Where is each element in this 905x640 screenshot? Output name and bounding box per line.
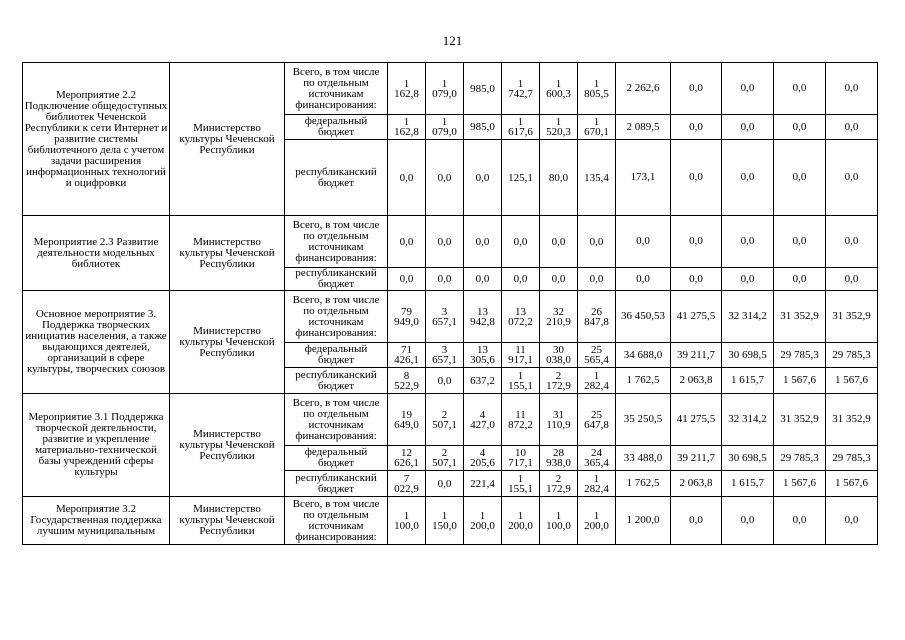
future-year-value-cell: 0,0 (774, 216, 826, 268)
year-value-cell: 1 079,0 (426, 63, 464, 115)
future-year-value-cell: 30 698,5 (722, 343, 774, 368)
funding-source-cell: Всего, в том числе по отдельным источникам финансирования: (285, 497, 388, 545)
year-value-cell: 71 426,1 (388, 343, 426, 368)
year-value-cell: 1 100,0 (540, 497, 578, 545)
future-year-value-cell: 32 314,2 (722, 291, 774, 343)
event-name-cell: Мероприятие 3.1 Поддержка творческой деятельности, развитие и укрепление материально-технической базы учреждений сферы культуры (23, 394, 170, 497)
year-value-cell: 0,0 (464, 268, 502, 291)
year-value-cell: 1 150,0 (426, 497, 464, 545)
year-value-cell: 1 742,7 (502, 63, 540, 115)
year-value-cell: 0,0 (426, 368, 464, 394)
future-year-value-cell: 2 063,8 (671, 368, 722, 394)
year-value-cell: 0,0 (578, 268, 616, 291)
future-year-value-cell: 32 314,2 (722, 394, 774, 446)
year-value-cell: 985,0 (464, 63, 502, 115)
future-year-value-cell: 0,0 (671, 216, 722, 268)
organization-cell: Министерство культуры Чеченской Республики (170, 291, 285, 394)
future-year-value-cell: 0,0 (671, 140, 722, 216)
year-value-cell: 1 100,0 (388, 497, 426, 545)
year-value-cell: 1 805,5 (578, 63, 616, 115)
year-value-cell: 4 205,6 (464, 446, 502, 471)
total-value-cell: 33 488,0 (616, 446, 671, 471)
year-value-cell: 2 172,9 (540, 471, 578, 497)
year-value-cell: 2 172,9 (540, 368, 578, 394)
year-value-cell: 13 072,2 (502, 291, 540, 343)
future-year-value-cell: 0,0 (671, 63, 722, 115)
future-year-value-cell: 0,0 (826, 140, 878, 216)
future-year-value-cell: 39 211,7 (671, 343, 722, 368)
year-value-cell: 32 210,9 (540, 291, 578, 343)
future-year-value-cell: 30 698,5 (722, 446, 774, 471)
organization-cell: Министерство культуры Чеченской Республики (170, 216, 285, 291)
year-value-cell: 19 649,0 (388, 394, 426, 446)
year-value-cell: 11 917,1 (502, 343, 540, 368)
funding-source-cell: республиканский бюджет (285, 368, 388, 394)
future-year-value-cell: 0,0 (774, 497, 826, 545)
future-year-value-cell: 0,0 (774, 140, 826, 216)
table-row (23, 497, 878, 545)
year-value-cell: 0,0 (426, 471, 464, 497)
year-value-cell: 1 520,3 (540, 115, 578, 140)
future-year-value-cell: 29 785,3 (774, 446, 826, 471)
future-year-value-cell: 0,0 (774, 115, 826, 140)
event-name-cell: Мероприятие 2.2 Подключение общедоступных библиотек Чеченской Республики к сети Интернет и развитие системы библиотечного дела с учетом задачи расширения информационных технологий и оцифровки (23, 63, 170, 216)
total-value-cell: 173,1 (616, 140, 671, 216)
year-value-cell: 125,1 (502, 140, 540, 216)
organization-cell: Министерство культуры Чеченской Республики (170, 497, 285, 545)
year-value-cell: 0,0 (540, 268, 578, 291)
budget-table (22, 62, 878, 545)
total-value-cell: 36 450,53 (616, 291, 671, 343)
funding-source-cell: Всего, в том числе по отдельным источникам финансирования: (285, 63, 388, 115)
future-year-value-cell: 31 352,9 (826, 394, 878, 446)
future-year-value-cell: 0,0 (671, 115, 722, 140)
year-value-cell: 28 938,0 (540, 446, 578, 471)
year-value-cell: 0,0 (388, 268, 426, 291)
event-name-cell: Основное мероприятие 3. Поддержка творческих инициатив населения, а также выдающихся деятелей, организаций в сфере культуры, творческих союзов (23, 291, 170, 394)
future-year-value-cell: 0,0 (774, 268, 826, 291)
table-row (23, 291, 878, 343)
year-value-cell: 26 847,8 (578, 291, 616, 343)
year-value-cell: 0,0 (388, 216, 426, 268)
year-value-cell: 0,0 (540, 216, 578, 268)
year-value-cell: 0,0 (502, 268, 540, 291)
year-value-cell: 3 657,1 (426, 291, 464, 343)
table-row (23, 394, 878, 446)
year-value-cell: 1 162,8 (388, 63, 426, 115)
year-value-cell: 1 079,0 (426, 115, 464, 140)
year-value-cell: 135,4 (578, 140, 616, 216)
year-value-cell: 31 110,9 (540, 394, 578, 446)
future-year-value-cell: 0,0 (826, 115, 878, 140)
year-value-cell: 0,0 (578, 216, 616, 268)
total-value-cell: 2 089,5 (616, 115, 671, 140)
year-value-cell: 0,0 (464, 216, 502, 268)
funding-source-cell: федеральный бюджет (285, 115, 388, 140)
year-value-cell: 1 200,0 (502, 497, 540, 545)
year-value-cell: 11 872,2 (502, 394, 540, 446)
year-value-cell: 13 305,6 (464, 343, 502, 368)
future-year-value-cell: 0,0 (826, 63, 878, 115)
table-row (23, 216, 878, 268)
year-value-cell: 0,0 (426, 140, 464, 216)
future-year-value-cell: 29 785,3 (774, 343, 826, 368)
year-value-cell: 12 626,1 (388, 446, 426, 471)
year-value-cell: 0,0 (388, 140, 426, 216)
year-value-cell: 0,0 (426, 268, 464, 291)
future-year-value-cell: 0,0 (722, 216, 774, 268)
year-value-cell: 1 600,3 (540, 63, 578, 115)
year-value-cell: 1 155,1 (502, 471, 540, 497)
year-value-cell: 4 427,0 (464, 394, 502, 446)
future-year-value-cell: 0,0 (826, 268, 878, 291)
future-year-value-cell: 1 615,7 (722, 368, 774, 394)
organization-cell: Министерство культуры Чеченской Республики (170, 394, 285, 497)
year-value-cell: 79 949,0 (388, 291, 426, 343)
year-value-cell: 0,0 (502, 216, 540, 268)
year-value-cell: 24 365,4 (578, 446, 616, 471)
year-value-cell: 1 282,4 (578, 471, 616, 497)
funding-source-cell: республиканский бюджет (285, 140, 388, 216)
future-year-value-cell: 0,0 (774, 63, 826, 115)
future-year-value-cell: 0,0 (826, 216, 878, 268)
year-value-cell: 8 522,9 (388, 368, 426, 394)
total-value-cell: 1 762,5 (616, 471, 671, 497)
funding-source-cell: Всего, в том числе по отдельным источникам финансирования: (285, 394, 388, 446)
year-value-cell: 1 200,0 (578, 497, 616, 545)
total-value-cell: 34 688,0 (616, 343, 671, 368)
funding-source-cell: федеральный бюджет (285, 343, 388, 368)
future-year-value-cell: 31 352,9 (774, 291, 826, 343)
funding-source-cell: Всего, в том числе по отдельным источникам финансирования: (285, 291, 388, 343)
year-value-cell: 25 647,8 (578, 394, 616, 446)
future-year-value-cell: 0,0 (722, 497, 774, 545)
future-year-value-cell: 1 567,6 (774, 471, 826, 497)
future-year-value-cell: 1 615,7 (722, 471, 774, 497)
year-value-cell: 0,0 (464, 140, 502, 216)
future-year-value-cell: 0,0 (671, 497, 722, 545)
year-value-cell: 13 942,8 (464, 291, 502, 343)
future-year-value-cell: 31 352,9 (774, 394, 826, 446)
future-year-value-cell: 39 211,7 (671, 446, 722, 471)
table-row (23, 63, 878, 115)
year-value-cell: 1 200,0 (464, 497, 502, 545)
year-value-cell: 1 162,8 (388, 115, 426, 140)
year-value-cell: 1 282,4 (578, 368, 616, 394)
event-name-cell: Мероприятие 2.3 Развитие деятельности модельных библиотек (23, 216, 170, 291)
year-value-cell: 10 717,1 (502, 446, 540, 471)
future-year-value-cell: 0,0 (722, 63, 774, 115)
future-year-value-cell: 29 785,3 (826, 343, 878, 368)
year-value-cell: 637,2 (464, 368, 502, 394)
total-value-cell: 2 262,6 (616, 63, 671, 115)
year-value-cell: 221,4 (464, 471, 502, 497)
year-value-cell: 1 617,6 (502, 115, 540, 140)
future-year-value-cell: 41 275,5 (671, 394, 722, 446)
future-year-value-cell: 0,0 (722, 140, 774, 216)
future-year-value-cell: 2 063,8 (671, 471, 722, 497)
page-number: 121 (442, 33, 463, 48)
organization-cell: Министерство культуры Чеченской Республики (170, 63, 285, 216)
year-value-cell: 25 565,4 (578, 343, 616, 368)
future-year-value-cell: 41 275,5 (671, 291, 722, 343)
year-value-cell: 80,0 (540, 140, 578, 216)
total-value-cell: 0,0 (616, 268, 671, 291)
year-value-cell: 2 507,1 (426, 446, 464, 471)
year-value-cell: 30 038,0 (540, 343, 578, 368)
funding-source-cell: республиканский бюджет (285, 268, 388, 291)
funding-source-cell: Всего, в том числе по отдельным источникам финансирования: (285, 216, 388, 268)
total-value-cell: 1 762,5 (616, 368, 671, 394)
year-value-cell: 1 155,1 (502, 368, 540, 394)
total-value-cell: 35 250,5 (616, 394, 671, 446)
year-value-cell: 2 507,1 (426, 394, 464, 446)
future-year-value-cell: 1 567,6 (774, 368, 826, 394)
total-value-cell: 1 200,0 (616, 497, 671, 545)
future-year-value-cell: 0,0 (671, 268, 722, 291)
total-value-cell: 0,0 (616, 216, 671, 268)
future-year-value-cell: 0,0 (722, 115, 774, 140)
future-year-value-cell: 1 567,6 (826, 471, 878, 497)
future-year-value-cell: 1 567,6 (826, 368, 878, 394)
future-year-value-cell: 0,0 (722, 268, 774, 291)
future-year-value-cell: 29 785,3 (826, 446, 878, 471)
year-value-cell: 1 670,1 (578, 115, 616, 140)
year-value-cell: 3 657,1 (426, 343, 464, 368)
funding-source-cell: республиканский бюджет (285, 471, 388, 497)
future-year-value-cell: 31 352,9 (826, 291, 878, 343)
funding-source-cell: федеральный бюджет (285, 446, 388, 471)
year-value-cell: 0,0 (426, 216, 464, 268)
year-value-cell: 7 022,9 (388, 471, 426, 497)
year-value-cell: 985,0 (464, 115, 502, 140)
event-name-cell: Мероприятие 3.2 Государственная поддержка лучшим муниципальным (23, 497, 170, 545)
future-year-value-cell: 0,0 (826, 497, 878, 545)
